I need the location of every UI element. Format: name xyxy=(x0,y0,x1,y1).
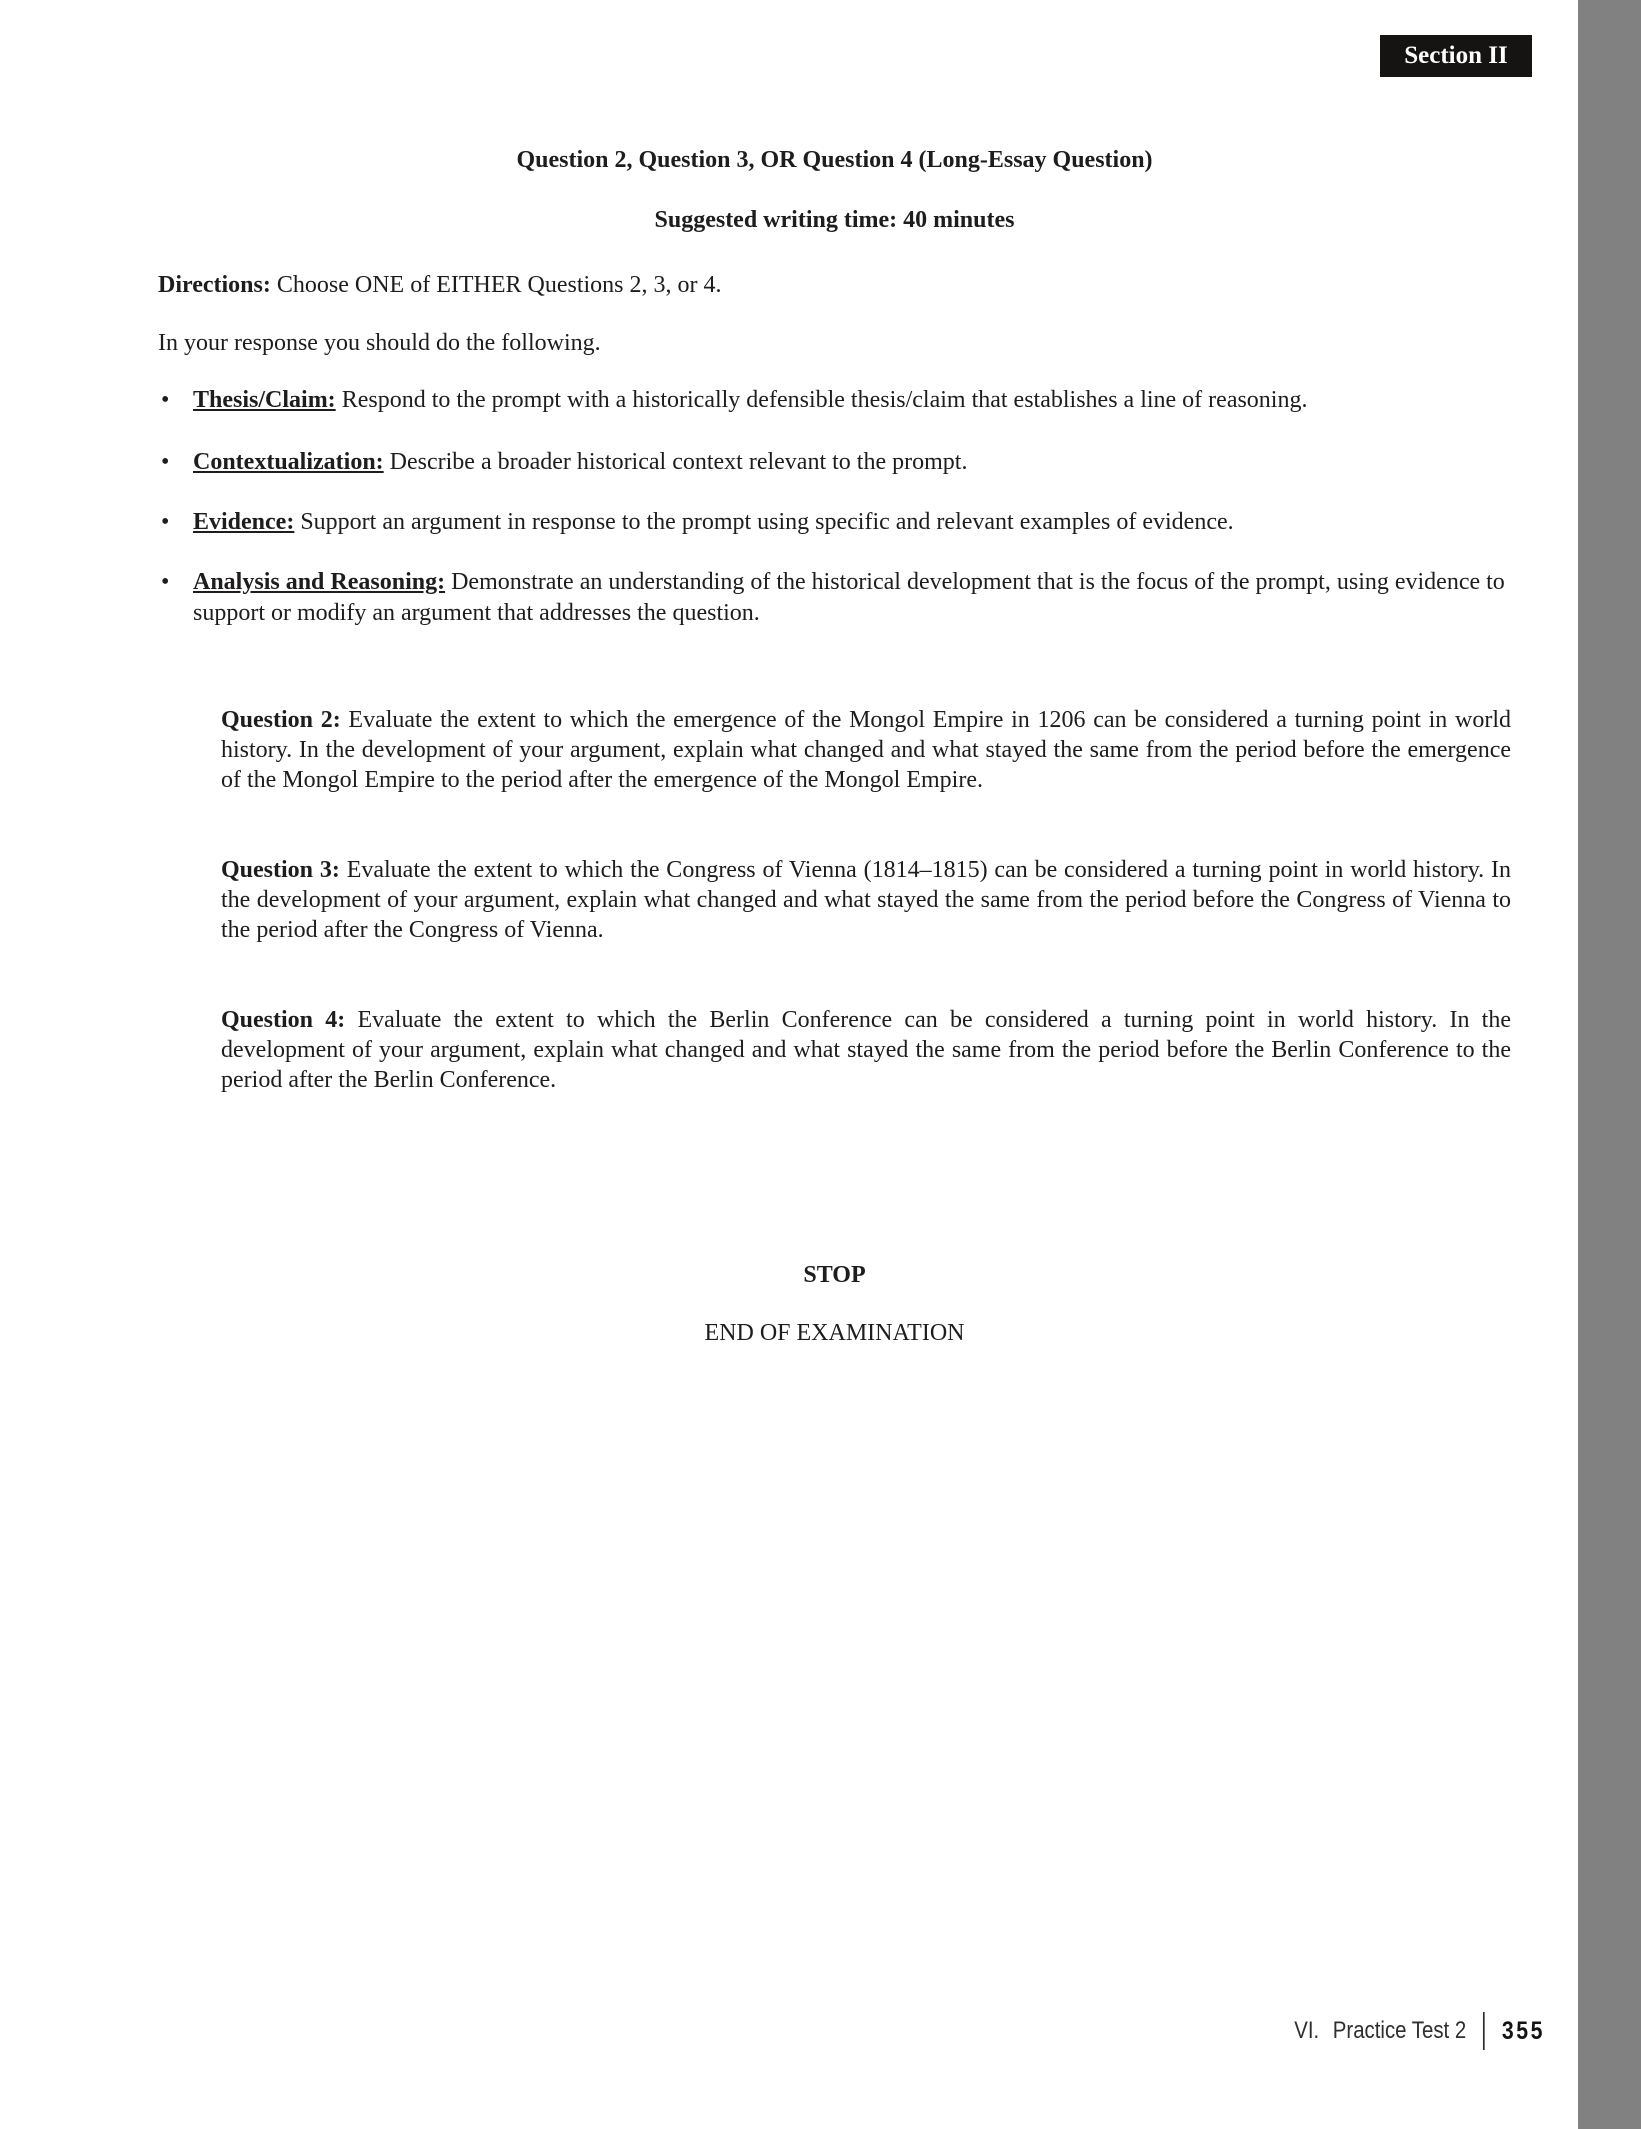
page-footer xyxy=(1294,2012,1545,2050)
list-item xyxy=(158,385,1511,416)
bullet-text: Demonstrate an understanding of the historical development that is the focus of the prompt, using evidence to support or modify an argument that addresses the question. xyxy=(193,569,1505,626)
directions-text: Choose ONE of EITHER Questions 2, 3, or 4. xyxy=(276,272,722,298)
bullet-label: Evidence: xyxy=(193,509,295,535)
footer-section-title: Practice Test 2 xyxy=(1332,2017,1467,2044)
question-item xyxy=(221,855,1511,945)
list-item xyxy=(158,567,1511,629)
requirements-list xyxy=(158,385,1511,629)
bullet-text: Support an argument in response to the prompt using specific and relevant examples of evidence. xyxy=(300,509,1234,535)
bullet-dot: • xyxy=(161,449,170,475)
directions-paragraph xyxy=(158,270,1511,300)
bullet-text: Respond to the prompt with a historically defensible thesis/claim that establishes a line of reasoning. xyxy=(341,387,1308,413)
bullet-text: Describe a broader historical context relevant to the prompt. xyxy=(389,449,968,475)
footer-page-number: 355 xyxy=(1501,2016,1545,2045)
questions-section xyxy=(158,705,1511,1095)
directions-label: Directions: xyxy=(158,272,271,298)
bullet-label: Contextualization: xyxy=(193,449,384,475)
footer-divider xyxy=(1483,2012,1485,2050)
question-item xyxy=(221,705,1511,795)
question-text: Evaluate the extent to which the Congress of Vienna (1814–1815) can be considered a turning point in world history. In the development of your argument, explain what changed and what stayed the same from the period before the Congress of Vienna to the period after the Congress of Vienna. xyxy=(221,857,1511,943)
question-label: Question 3: xyxy=(221,857,340,883)
intro-paragraph: In your response you should do the following. xyxy=(158,330,601,356)
writing-time-subtitle: Suggested writing time: 40 minutes xyxy=(654,207,1015,233)
bullet-label: Thesis/Claim: xyxy=(193,387,336,413)
question-text: Evaluate the extent to which the emergence of the Mongol Empire in 1206 can be considered a turning point in world history. In the development of your argument, explain what changed and what stayed the same from the period before the emergence of the Mongol Empire to the period after the emergence of the Mongol Empire. xyxy=(221,707,1512,793)
exam-content xyxy=(158,0,1511,1348)
stop-heading: STOP xyxy=(803,1262,866,1288)
section-badge-label: Section II xyxy=(1404,42,1508,69)
bullet-dot: • xyxy=(161,509,170,535)
bullet-dot: • xyxy=(161,387,170,413)
bullet-dot: • xyxy=(161,569,170,595)
footer-chapter-numeral: VI. xyxy=(1294,2017,1320,2044)
bullet-label: Analysis and Reasoning: xyxy=(193,569,446,595)
page-title: Question 2, Question 3, OR Question 4 (Long-Essay Question) xyxy=(516,147,1153,173)
list-item xyxy=(158,447,1511,478)
question-item xyxy=(221,1005,1511,1095)
end-of-examination-heading: END OF EXAMINATION xyxy=(704,1320,965,1346)
question-label: Question 2: xyxy=(221,707,341,733)
question-label: Question 4: xyxy=(221,1007,346,1033)
question-text: Evaluate the extent to which the Berlin Conference can be considered a turning point in world history. In the development of your argument, explain what changed and what stayed the same from the period before the Berlin Conference to the period after the Berlin Conference. xyxy=(221,1007,1511,1093)
page-edge-gray-bar xyxy=(1578,0,1641,2129)
list-item xyxy=(158,507,1511,538)
